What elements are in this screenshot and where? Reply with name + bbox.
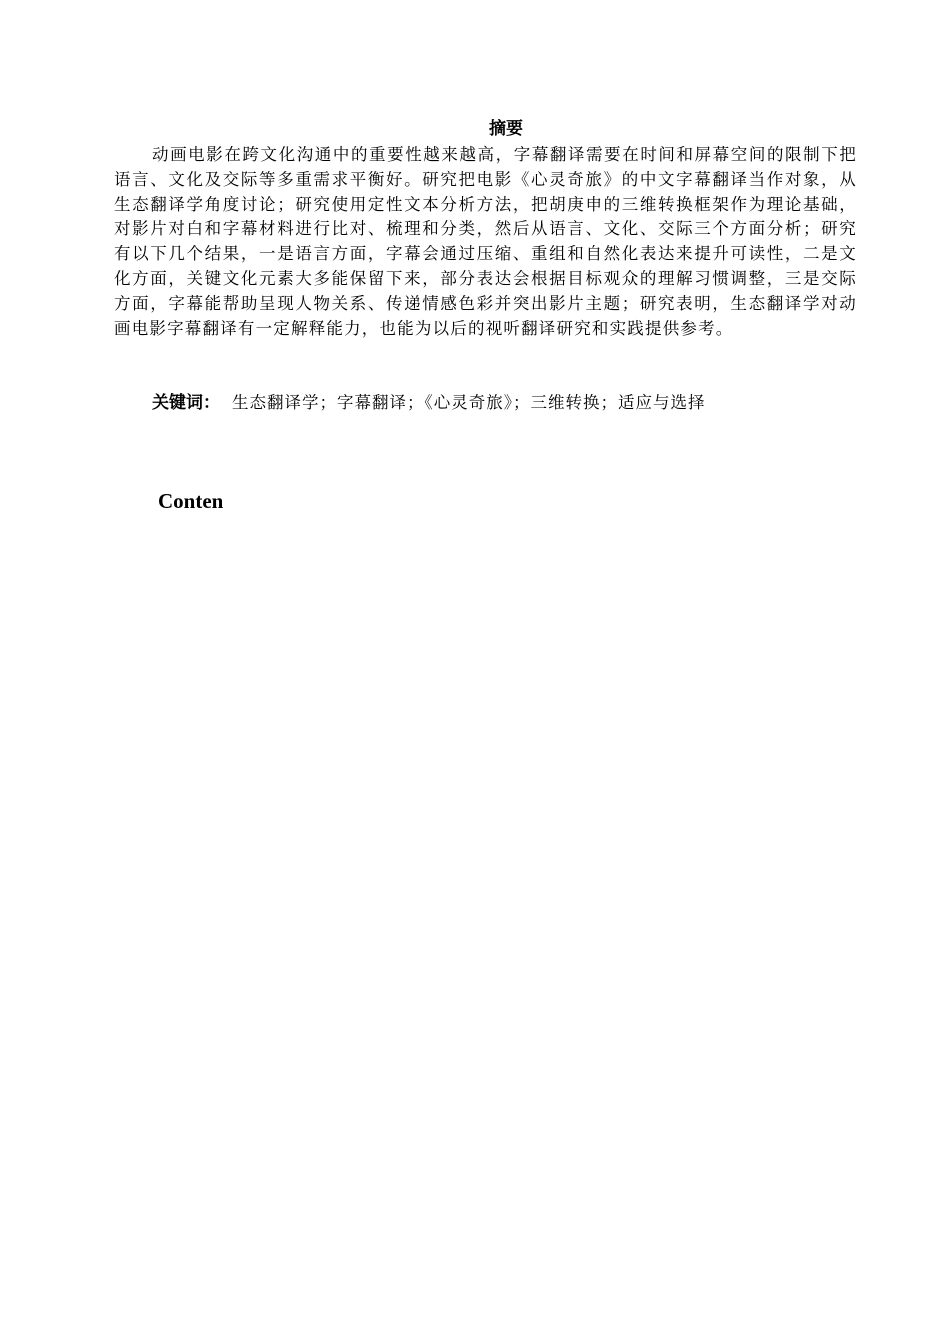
abstract-title: 摘要 (489, 119, 523, 138)
keywords-label: 关键词： (152, 393, 220, 412)
contents-heading: Conten (158, 489, 224, 513)
keywords-line (152, 391, 857, 415)
abstract-body: 动画电影在跨文化沟通中的重要性越来越高，字幕翻译需要在时间和屏幕空间的限制下把语言、文化及交际等多重需求平衡好。研究把电影《心灵奇旅》的中文字幕翻译当作对象，从生态翻译学角度讨论；研究使用定性文本分析方法，把胡庚申的三维转换框架作为理论基础，对影片对白和字幕材料进行比对、梳理和分类，然后从语言、文化、交际三个方面分析；研究有以下几个结果，一是语言方面，字幕会通过压缩、重组和自然化表达来提升可读性，二是文化方面，关键文化元素大多能保留下来，部分表达会根据目标观众的理解习惯调整，三是交际方面，字幕能帮助呈现人物关系、传递情感色彩并突出影片主题；研究表明，生态翻译学对动画电影字幕翻译有一定解释能力，也能为以后的视听翻译研究和实践提供参考。 (114, 145, 857, 338)
keywords-text: 生态翻译学；字幕翻译；《心灵奇旅》；三维转换；适应与选择 (232, 393, 706, 412)
